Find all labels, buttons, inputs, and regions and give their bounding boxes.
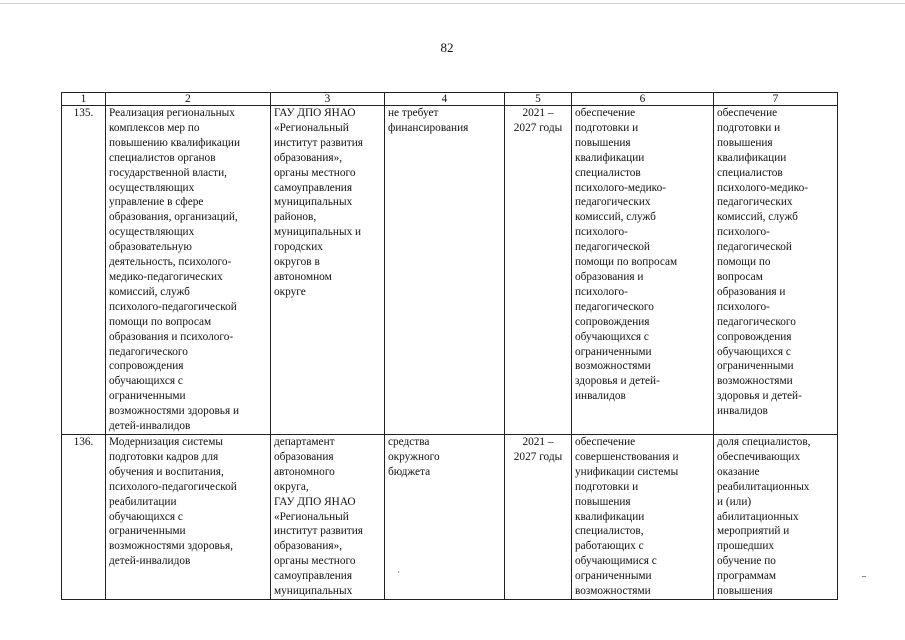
scan-edge-mark [862, 576, 866, 577]
executor-cell [271, 435, 385, 600]
result-cell [572, 435, 714, 600]
executor-cell [271, 106, 385, 435]
indicator-text: доля специалистов, обеспечивающих оказание реабилитационных и (или) абилитационных мероприятий и прошедших обучение по программам повышения [717, 436, 811, 598]
indicator-cell [714, 106, 838, 435]
measure-cell [106, 106, 271, 435]
table-header-row [62, 93, 838, 106]
header-cell: 6 [572, 93, 714, 106]
header-cell: 3 [271, 93, 385, 106]
row-number: 135. [73, 107, 94, 119]
table-row [62, 435, 838, 600]
funding-text: не требует финансирования [388, 107, 469, 134]
measure-text: Модернизация системы подготовки кадров для обучения и воспитания, психолого-педагогической реабилитации обучающихся с ограниченными возможностями здоровья, детей-инвалидов [109, 436, 237, 568]
result-text: обеспечение подготовки и повышения квалификации специалистов психолого-медико- педагогических комиссий, служб психолого- педагогической помощи по вопросам образования и психолого- педагогического сопровождения обучающихся с ограниченными возможностями здоровья и детей- инвалидов [575, 107, 678, 403]
indicator-cell [714, 435, 838, 600]
table-row [62, 106, 838, 435]
scan-edge-line [0, 3, 905, 4]
row-number-cell [62, 106, 106, 435]
page-number: 82 [440, 40, 454, 55]
executor-text: ГАУ ДПО ЯНАО «Региональный институт развития образования», органы местного самоуправления муниципальных районов, муниципальных и городских округов в автономном округе [274, 107, 363, 298]
row-number-cell [62, 435, 106, 600]
header-cell: 1 [62, 93, 106, 106]
result-text: обеспечение совершенствования и унификации системы подготовки и повышения квалификации специалистов, работающих с обучающимися с ограниченными возможностями [575, 436, 679, 598]
period-text: 2021 – 2027 годы [513, 107, 563, 134]
header-cell: 7 [714, 93, 838, 106]
measure-text: Реализация региональных комплексов мер по повышению квалификации специалистов органов государственной власти, осуществляющих управление в сфере образования, организаций, осуществляющих образовательную деятельность, психолого- медико-педагогических комиссий, служб психолого-педагогической помощи по вопросам образования и психолого- педагогического сопровождения обучающихся с ограниченными возможностями здоровья и детей-инвалидов [109, 107, 240, 433]
funding-text: средства окружного бюджета [388, 436, 440, 478]
header-cell: 4 [385, 93, 505, 106]
measures-table [61, 92, 838, 600]
period-cell [505, 435, 572, 600]
funding-cell [385, 106, 505, 435]
scan-speck: · [397, 567, 400, 577]
result-cell [572, 106, 714, 435]
measure-cell [106, 435, 271, 600]
executor-text: департамент образования автономного округа, ГАУ ДПО ЯНАО «Региональный институт развития образования», органы местного самоуправления муниципальных [274, 436, 363, 598]
funding-cell [385, 435, 505, 600]
indicator-text: обеспечение подготовки и повышения квалификации специалистов психолого-медико- педагогических комиссий, служб психолого- педагогической помощи по вопросам образования и психолого- педагогического сопровождения обучающихся с ограниченными возможностями здоровья и детей- инвалидов [717, 107, 809, 418]
period-text: 2021 – 2027 годы [513, 436, 563, 463]
header-cell: 5 [505, 93, 572, 106]
row-number: 136. [73, 436, 94, 448]
header-cell: 2 [106, 93, 271, 106]
period-cell [505, 106, 572, 435]
